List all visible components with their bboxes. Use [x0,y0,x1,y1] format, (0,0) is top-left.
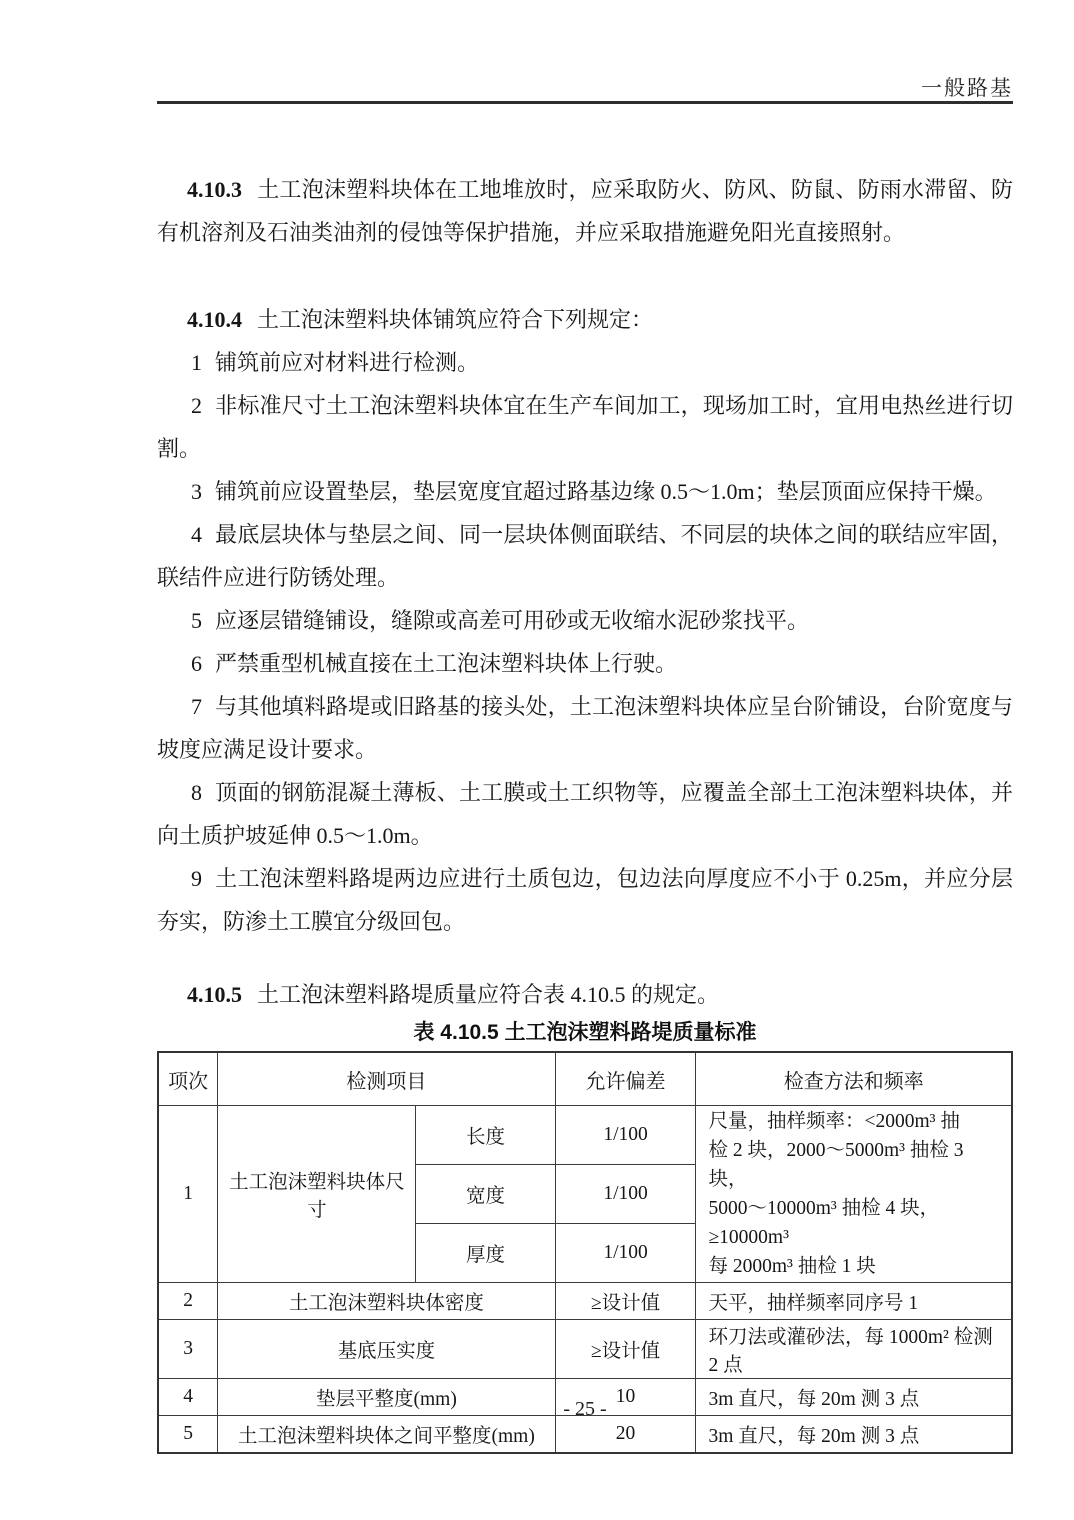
cell-item: 基底压实度 [218,1320,555,1379]
cell-method: 环刀法或灌砂法，每 1000m² 检测 2 点 [696,1320,1012,1379]
quality-standards-table [157,1051,1013,1454]
item-text: 土工泡沫塑料路堤两边应进行土质包边，包边法向厚度应不小于 0.25m，并应分层夯实，防渗土工膜宜分级回包。 [157,866,1013,934]
item-number: 3 [191,479,202,504]
header-cell-item: 检测项目 [218,1052,555,1106]
table-header-row [158,1052,1012,1106]
cell-index: 2 [158,1283,218,1320]
cell-index: 4 [158,1379,218,1416]
section-number: 4.10.5 [187,982,242,1007]
item-number: 1 [191,350,202,375]
cell-deviation: 10 [555,1379,696,1416]
list-item-4 [157,513,1013,599]
cell-deviation: 1/100 [555,1165,696,1224]
cell-index: 1 [158,1106,218,1283]
running-header-text: 一般路基 [921,77,1013,100]
cell-index: 5 [158,1416,218,1454]
cell-subitem: 宽度 [416,1165,555,1224]
item-number: 2 [191,393,202,418]
method-line: 检 2 块，2000～5000m³ 抽检 3 块， [708,1140,964,1190]
cell-method [696,1106,1012,1283]
list-item-9 [157,857,1013,943]
cell-index: 3 [158,1320,218,1379]
list-item-1 [157,341,1013,384]
list-item-7 [157,685,1013,771]
section-number: 4.10.3 [187,177,242,202]
list-item-3 [157,470,1013,513]
cell-method: 3m 直尺，每 20m 测 3 点 [696,1416,1012,1454]
table-row [158,1283,1012,1320]
item-text: 与其他填料路堤或旧路基的接头处，土工泡沫塑料块体应呈台阶铺设，台阶宽度与坡度应满足设计要求。 [157,694,1013,762]
cell-item: 垫层平整度(mm) [218,1379,555,1416]
cell-method: 3m 直尺，每 20m 测 3 点 [696,1379,1012,1416]
section-4-10-3 [157,168,1013,254]
item-text: 铺筑前应设置垫层，垫层宽度宜超过路基边缘 0.5～1.0m；垫层顶面应保持干燥。 [215,479,997,504]
page-number: - 25 - [563,1398,607,1420]
cell-deviation: 1/100 [555,1224,696,1283]
item-number: 7 [191,694,202,719]
section-4-10-5 [157,973,1013,1016]
item-text: 最底层块体与垫层之间、同一层块体侧面联结、不同层的块体之间的联结应牢固，联结件应进行防锈处理。 [157,522,1013,590]
method-line: 尺量，抽样频率：<2000m³ 抽 [708,1111,960,1132]
item-text: 严禁重型机械直接在土工泡沫塑料块体上行驶。 [215,651,678,676]
table-row [158,1416,1012,1454]
item-text: 非标准尺寸土工泡沫塑料块体宜在生产车间加工，现场加工时，宜用电热丝进行切割。 [157,393,1013,461]
item-text: 顶面的钢筋混凝土薄板、土工膜或土工织物等，应覆盖全部土工泡沫塑料块体，并向土质护坡延伸 0.5～1.0m。 [157,780,1013,848]
list-item-5 [157,599,1013,642]
item-number: 8 [191,780,202,805]
cell-method: 天平，抽样频率同序号 1 [696,1283,1012,1320]
header-cell-index: 项次 [158,1052,218,1106]
list-item-6 [157,642,1013,685]
table-row [158,1106,1012,1165]
header-cell-deviation: 允许偏差 [555,1052,696,1106]
cell-deviation: 20 [555,1416,696,1454]
list-item-2 [157,384,1013,470]
page-content [157,168,1013,1454]
item-number: 5 [191,608,202,633]
item-text: 应逐层错缝铺设，缝隙或高差可用砂或无收缩水泥砂浆找平。 [215,608,810,633]
item-number: 6 [191,651,202,676]
cell-deviation: 1/100 [555,1106,696,1165]
section-text: 土工泡沫塑料块体在工地堆放时，应采取防火、防风、防鼠、防雨水滞留、防有机溶剂及石油类油剂的侵蚀等保护措施，并应采取措施避免阳光直接照射。 [157,177,1013,245]
section-text: 土工泡沫塑料路堤质量应符合表 4.10.5 的规定。 [257,982,720,1007]
section-number: 4.10.4 [187,307,242,332]
list-item-8 [157,771,1013,857]
cell-item: 土工泡沫塑料块体之间平整度(mm) [218,1416,555,1454]
running-header [157,72,1013,102]
cell-deviation: ≥设计值 [555,1320,696,1379]
item-number: 9 [191,866,202,891]
method-line: 5000～10000m³ 抽检 4 块，≥10000m³ [708,1198,940,1248]
item-number: 4 [191,522,202,547]
item-text: 铺筑前应对材料进行检测。 [215,350,480,375]
cell-subitem: 厚度 [416,1224,555,1283]
section-4-10-4 [157,298,1013,341]
cell-item: 土工泡沫塑料块体尺寸 [218,1106,416,1283]
method-line: 每 2000m³ 抽检 1 块 [708,1256,876,1277]
section-text: 土工泡沫塑料块体铺筑应符合下列规定： [257,307,654,332]
cell-subitem: 长度 [416,1106,555,1165]
header-cell-method: 检查方法和频率 [696,1052,1012,1106]
cell-item: 土工泡沫塑料块体密度 [218,1283,555,1320]
cell-deviation: ≥设计值 [555,1283,696,1320]
table-title: 表 4.10.5 土工泡沫塑料路堤质量标准 [413,1021,757,1044]
table-row [158,1320,1012,1379]
header-rule [157,101,1013,104]
